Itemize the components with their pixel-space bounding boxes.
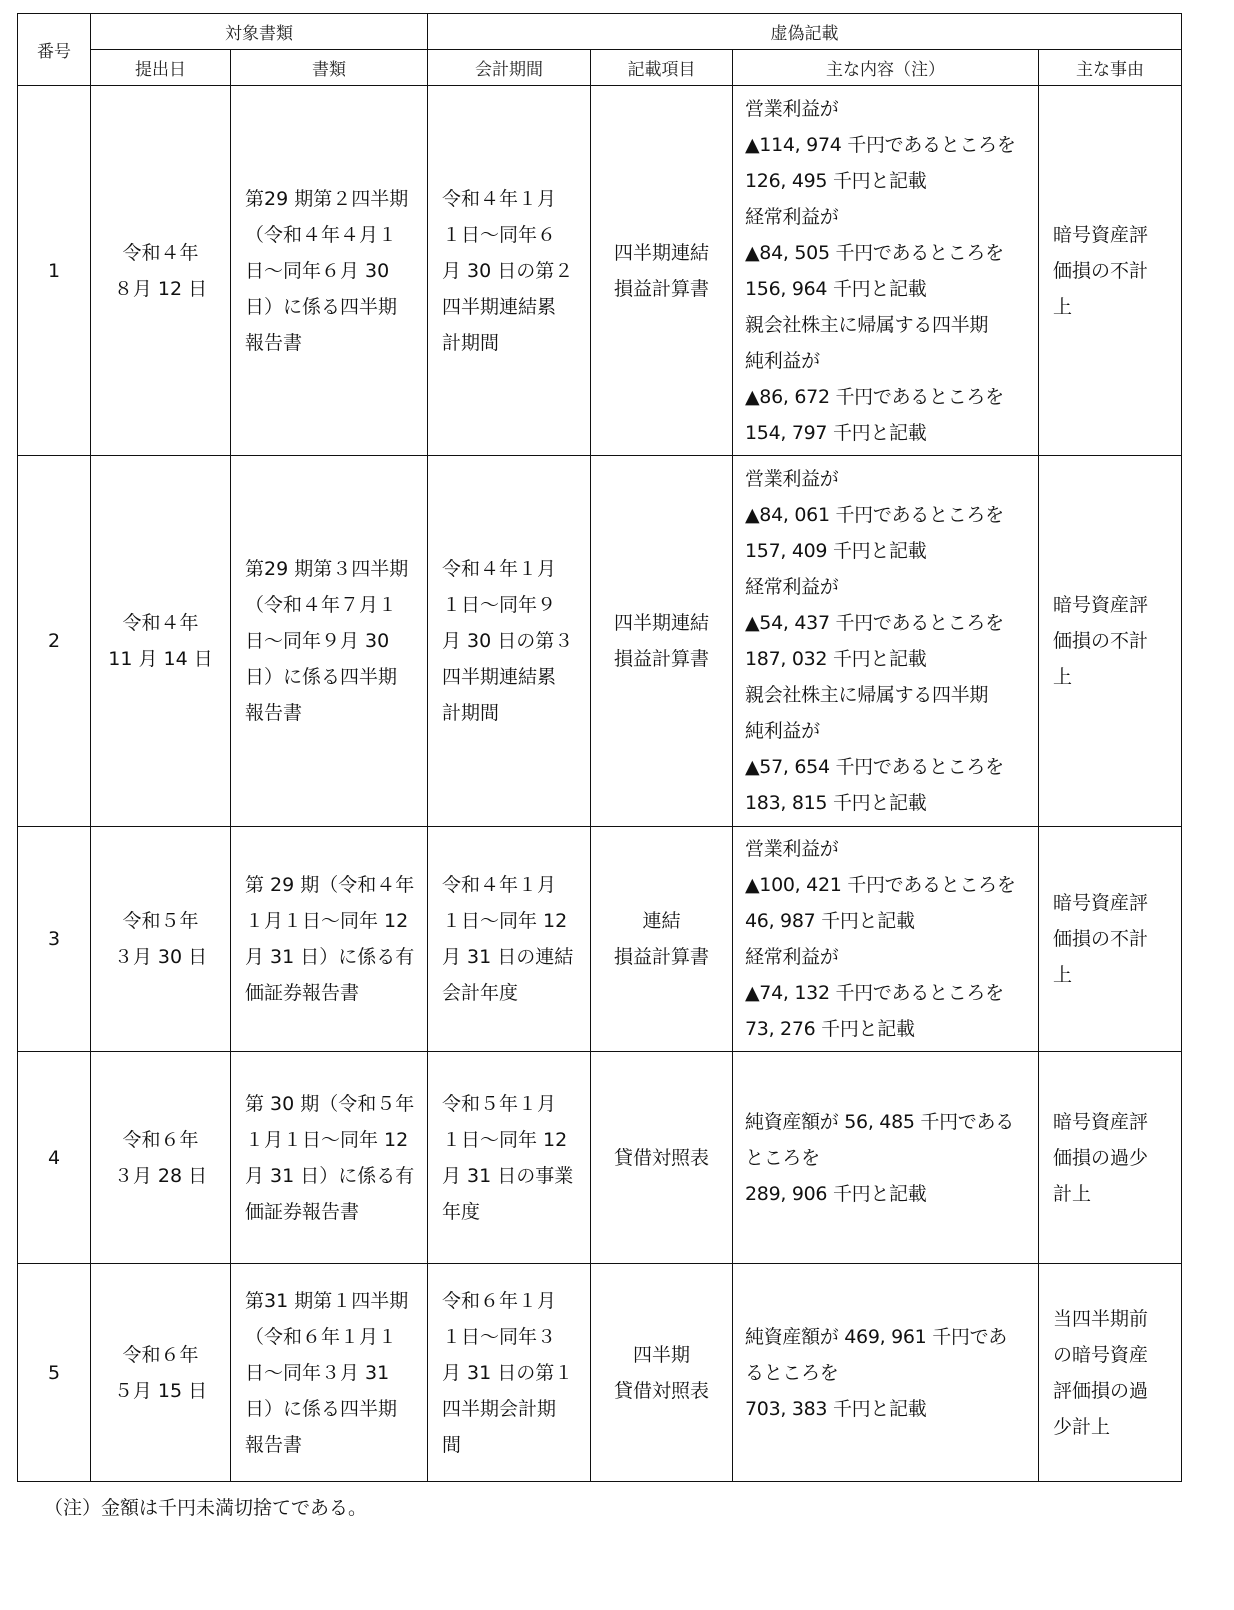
cell-main-content-line: ▲86, 672 千円であるところを [745,385,1004,408]
cell-main-content-line: 183, 815 千円と記載 [745,792,927,814]
footnote: （注）金額は千円未満切捨てである。 [44,1497,368,1519]
cell-document-line: 価証券報告書 [245,982,360,1004]
cell-document-line: １月１日～同年 12 [245,910,409,932]
cell-main-content-line: 純利益が [745,349,820,372]
cell-main-reason-line: 上 [1053,295,1073,318]
table-row [18,1052,1182,1264]
cell-statement-item-line: 四半期連結 [613,612,709,634]
cell-accounting-period [428,86,591,456]
cell-document-line: 第 29 期（令和４年 [245,874,415,896]
cell-submission-date-line: 令和６年 [122,1343,199,1366]
cell-statement-item [591,86,733,456]
cell-main-reason-line: 価損の過少 [1053,1146,1149,1169]
cell-document-line: 日）に係る四半期 [245,295,398,318]
cell-main-content-line: 純利益が [745,720,820,742]
cell-main-content-line: 純資産額が 56, 485 千円である [745,1110,1014,1133]
cell-main-content-line: ▲74, 132 千円であるところを [745,982,1004,1004]
cell-document-line: 価証券報告書 [245,1200,360,1223]
cell-accounting-period [428,456,591,827]
cell-main-content-line: ▲57, 654 千円であるところを [745,756,1004,778]
cell-main-reason-line: 評価損の過 [1053,1379,1149,1402]
cell-accounting-period-line: 計期間 [442,331,500,354]
cell-number: 1 [18,86,91,456]
cell-document-line: 報告書 [245,702,303,724]
false-statement-table [17,13,1182,1482]
cell-main-reason-line: 当四半期前 [1053,1307,1149,1330]
cell-submission-date-line: ８月 12 日 [113,277,208,300]
cell-document-line: １月１日～同年 12 [245,1128,409,1151]
cell-submission-date-line: 令和６年 [122,1128,199,1151]
cell-main-content-line: 経常利益が [745,946,839,968]
cell-accounting-period-line: 四半期会計期 [442,1397,557,1420]
cell-main-content-line: 156, 964 千円と記載 [745,277,927,300]
cell-main-content-line: ところを [745,1146,820,1169]
cell-number: 4 [18,1052,91,1264]
cell-submission-date [91,86,231,456]
cell-accounting-period-line: 月 31 日の第１ [442,1361,574,1384]
cell-statement-item-line: 損益計算書 [613,946,709,968]
cell-statement-item [591,1264,733,1482]
cell-main-content [733,1052,1039,1264]
cell-number: 3 [18,827,91,1052]
cell-main-reason-line: 暗号資産評 [1053,223,1149,246]
cell-accounting-period-line: 月 31 日の連結 [442,946,574,968]
cell-statement-item-line: 貸借対照表 [613,1379,709,1402]
cell-main-content-line: るところを [745,1361,839,1384]
header-main-content: 主な内容（注） [733,50,1039,86]
cell-document-line: 日）に係る四半期 [245,1397,398,1420]
cell-document-line: 月 31 日）に係る有 [245,946,415,968]
cell-accounting-period-line: １日～同年 12 [442,1128,568,1151]
cell-main-content-line: ▲84, 061 千円であるところを [745,504,1004,526]
cell-main-reason-line: 上 [1053,666,1073,688]
cell-accounting-period-line: 月 31 日の事業 [442,1164,574,1187]
cell-statement-item-line: 損益計算書 [613,648,709,670]
cell-submission-date [91,1264,231,1482]
cell-document-line: 第 30 期（令和５年 [245,1092,415,1115]
cell-accounting-period [428,1264,591,1482]
cell-main-reason-line: 暗号資産評 [1053,892,1149,914]
cell-submission-date-line: ３月 30 日 [113,946,208,968]
cell-accounting-period-line: 令和４年１月 [442,187,557,210]
cell-main-content-line: 154, 797 千円と記載 [745,421,927,444]
cell-document-line: （令和６年１月１ [245,1325,398,1348]
cell-accounting-period-line: 月 30 日の第３ [442,630,574,652]
cell-statement-item-line: 四半期 [632,1343,690,1366]
cell-document [231,1052,428,1264]
cell-accounting-period-line: 月 30 日の第２ [442,259,574,282]
cell-submission-date-line: ５月 15 日 [113,1379,208,1402]
header-statement-item: 記載項目 [591,50,733,86]
cell-statement-item-line: 連結 [642,910,681,932]
cell-main-reason-line: 暗号資産評 [1053,594,1149,616]
cell-main-content [733,1264,1039,1482]
cell-document [231,827,428,1052]
cell-main-reason [1039,1052,1182,1264]
cell-accounting-period [428,827,591,1052]
cell-main-reason-line: 計上 [1053,1182,1092,1205]
header-group-false-statement: 虚偽記載 [428,14,1182,50]
cell-submission-date-line: ３月 28 日 [113,1164,208,1187]
cell-main-content-line: 営業利益が [745,468,839,490]
cell-document-line: （令和４年４月１ [245,223,398,246]
cell-statement-item-line: 損益計算書 [613,277,709,300]
cell-main-reason-line: 暗号資産評 [1053,1110,1149,1133]
cell-main-reason [1039,1264,1182,1482]
cell-main-content-line: 営業利益が [745,838,839,860]
cell-main-reason [1039,86,1182,456]
table-row [18,827,1182,1052]
cell-submission-date-line: 令和５年 [122,910,199,932]
cell-submission-date [91,827,231,1052]
cell-main-content-line: ▲114, 974 千円であるところを [745,133,1016,156]
cell-main-reason-line: 価損の不計 [1053,630,1149,652]
cell-submission-date-line: 令和４年 [122,612,199,634]
cell-submission-date [91,1052,231,1264]
header-main-reason: 主な事由 [1039,50,1182,86]
cell-main-content-line: ▲84, 505 千円であるところを [745,241,1004,264]
cell-main-reason-line: 上 [1053,964,1073,986]
cell-main-content-line: ▲100, 421 千円であるところを [745,874,1016,896]
cell-submission-date-line: 令和４年 [122,241,199,264]
cell-document [231,1264,428,1482]
cell-main-content-line: 経常利益が [745,205,839,228]
cell-submission-date [91,456,231,827]
cell-accounting-period-line: １日～同年 12 [442,910,568,932]
header-accounting-period: 会計期間 [428,50,591,86]
cell-document-line: 報告書 [245,1433,303,1456]
cell-main-content-line: 289, 906 千円と記載 [745,1182,927,1205]
cell-statement-item-line: 貸借対照表 [613,1146,709,1169]
cell-main-content-line: 703, 383 千円と記載 [745,1397,927,1420]
cell-document [231,456,428,827]
cell-accounting-period-line: 令和６年１月 [442,1289,557,1312]
cell-document-line: 月 31 日）に係る有 [245,1164,415,1187]
cell-main-content-line: 親会社株主に帰属する四半期 [745,684,989,706]
cell-accounting-period-line: 令和４年１月 [442,558,557,580]
cell-main-content-line: 純資産額が 469, 961 千円であ [745,1325,1007,1348]
cell-statement-item-line: 四半期連結 [613,241,709,264]
cell-document-line: （令和４年７月１ [245,594,398,616]
cell-main-content-line: 157, 409 千円と記載 [745,540,927,562]
cell-document-line: 第29 期第２四半期 [245,187,409,210]
cell-accounting-period-line: １日～同年６ [442,223,557,246]
cell-number: 5 [18,1264,91,1482]
cell-main-content-line: ▲54, 437 千円であるところを [745,612,1004,634]
cell-accounting-period-line: １日～同年９ [442,594,557,616]
header-document: 書類 [231,50,428,86]
cell-accounting-period-line: 令和５年１月 [442,1092,557,1115]
header-group-target-docs: 対象書類 [91,14,428,50]
cell-accounting-period-line: １日～同年３ [442,1325,557,1348]
cell-main-reason-line: の暗号資産 [1053,1343,1149,1366]
cell-main-reason-line: 価損の不計 [1053,928,1149,950]
cell-document-line: 日～同年６月 30 [245,259,390,282]
cell-submission-date-line: 11 月 14 日 [108,648,213,670]
cell-document-line: 日～同年９月 30 [245,630,390,652]
cell-document-line: 報告書 [245,331,303,354]
cell-number: 2 [18,456,91,827]
header-number: 番号 [18,14,91,86]
cell-main-content-line: 126, 495 千円と記載 [745,169,927,192]
cell-main-content-line: 営業利益が [745,97,839,120]
cell-document-line: 日～同年３月 31 [245,1361,390,1384]
cell-main-content [733,86,1039,456]
header-submission-date: 提出日 [91,50,231,86]
cell-document [231,86,428,456]
cell-main-content-line: 親会社株主に帰属する四半期 [745,313,989,336]
cell-document-line: 第31 期第１四半期 [245,1289,409,1312]
cell-accounting-period-line: 間 [442,1433,462,1456]
cell-statement-item [591,1052,733,1264]
cell-main-content [733,456,1039,827]
cell-accounting-period-line: 令和４年１月 [442,874,557,896]
cell-accounting-period-line: 計期間 [442,702,500,724]
cell-main-reason-line: 価損の不計 [1053,259,1149,282]
cell-statement-item [591,456,733,827]
cell-accounting-period-line: 四半期連結累 [442,295,557,318]
cell-main-reason [1039,456,1182,827]
table-row [18,456,1182,827]
cell-main-content [733,827,1039,1052]
cell-main-reason-line: 少計上 [1053,1415,1111,1438]
cell-document-line: 日）に係る四半期 [245,666,398,688]
table-row [18,1264,1182,1482]
table-row [18,86,1182,456]
cell-main-content-line: 73, 276 千円と記載 [745,1018,915,1040]
cell-main-content-line: 経常利益が [745,576,839,598]
cell-accounting-period-line: 四半期連結累 [442,666,557,688]
cell-document-line: 第29 期第３四半期 [245,558,409,580]
cell-statement-item [591,827,733,1052]
cell-main-content-line: 46, 987 千円と記載 [745,910,915,932]
cell-accounting-period-line: 年度 [442,1200,481,1223]
cell-main-reason [1039,827,1182,1052]
cell-main-content-line: 187, 032 千円と記載 [745,648,927,670]
cell-accounting-period-line: 会計年度 [442,982,519,1004]
cell-accounting-period [428,1052,591,1264]
